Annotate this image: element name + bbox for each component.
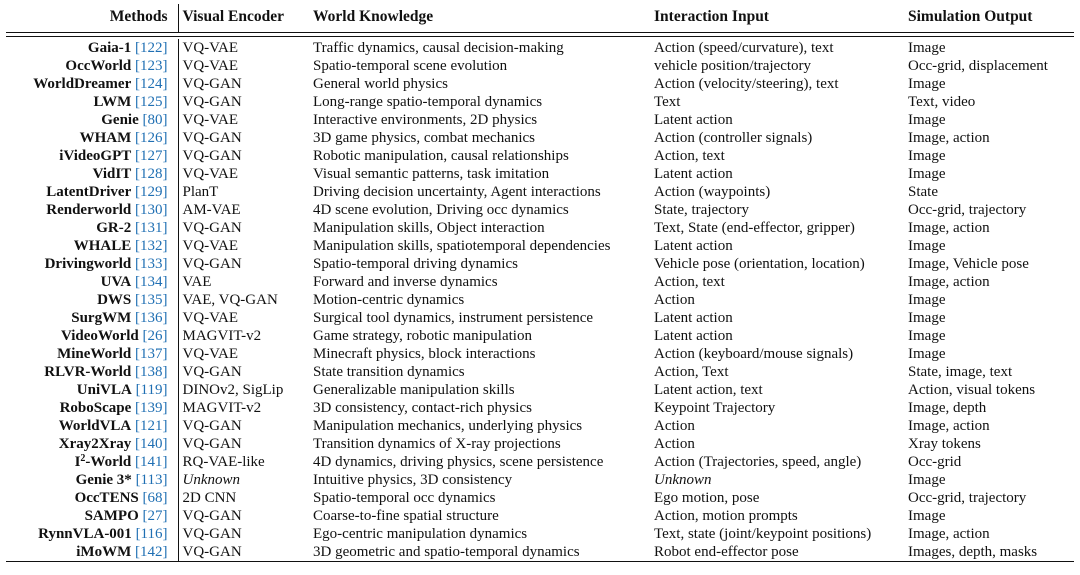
world-knowledge-cell: Transition dynamics of X-ray projections [313, 436, 561, 452]
method-name [61, 328, 139, 344]
world-knowledge-cell: Intuitive physics, 3D consistency [313, 472, 513, 488]
simulation-output-cell: Image [908, 112, 946, 128]
method-name [71, 310, 131, 326]
table-row [6, 57, 1074, 75]
simulation-output-cell: Images, depth, masks [904, 543, 1074, 562]
method-name-text: Gaia-1 [87, 40, 132, 56]
visual-encoder-cell: VQ-VAE [182, 40, 239, 56]
table-row [6, 93, 1074, 111]
visual-encoder-cell: VQ-GAN [178, 543, 309, 562]
method-cell [6, 507, 178, 525]
interaction-input-cell: Action [654, 418, 695, 434]
header-simulation-output: Simulation Output [908, 8, 1033, 25]
citation-ref: [126] [135, 130, 168, 146]
table-row [6, 489, 1074, 507]
visual-encoder-cell: VAE [182, 274, 212, 290]
simulation-output-cell: Image [908, 292, 946, 308]
citation-ref: [127] [135, 148, 168, 164]
method-cell [6, 363, 178, 381]
method-name [59, 418, 132, 434]
method-name-text: OccWorld [65, 58, 132, 74]
citation-ref: [68] [142, 490, 168, 506]
method-name-text: Genie 3* [75, 472, 132, 488]
method-cell [6, 219, 178, 237]
method-name [80, 130, 132, 146]
table-row [6, 291, 1074, 309]
method-name-text: Xray2Xray [58, 436, 132, 452]
method-name [33, 76, 131, 92]
visual-encoder-cell: VQ-GAN [182, 130, 242, 146]
method-name-text: MineWorld [57, 346, 132, 362]
citation-ref: [132] [135, 238, 168, 254]
simulation-output-cell: Occ-grid, trajectory [908, 202, 1027, 218]
method-name [75, 490, 139, 506]
table-row [6, 273, 1074, 291]
method-cell [6, 453, 178, 471]
citation-ref: [141] [135, 454, 168, 470]
table-row [6, 471, 1074, 489]
world-knowledge-cell: Minecraft physics, block interactions [313, 346, 536, 362]
visual-encoder-cell: VQ-VAE [182, 112, 239, 128]
citation-ref: [26] [142, 328, 168, 344]
visual-encoder-cell: VQ-VAE [182, 310, 239, 326]
interaction-input-cell: Ego motion, pose [654, 490, 760, 506]
method-name [93, 166, 132, 182]
interaction-input-cell: Action (controller signals) [654, 130, 813, 146]
simulation-output-cell: Image [908, 166, 946, 182]
interaction-input-cell: Latent action [654, 112, 733, 128]
method-cell [6, 399, 178, 417]
method-cell [6, 147, 178, 165]
visual-encoder-cell: RQ-VAE-like [182, 454, 265, 470]
interaction-input-cell: Action (velocity/steering), text [654, 76, 839, 92]
method-cell [6, 471, 178, 489]
table-row [6, 525, 1074, 543]
table-row [6, 129, 1074, 147]
method-name [60, 400, 132, 416]
simulation-output-cell: Image [908, 472, 946, 488]
simulation-output-cell: Image [908, 238, 946, 254]
world-knowledge-cell: Traffic dynamics, causal decision-making [313, 40, 564, 56]
method-cell [6, 75, 178, 93]
interaction-input-cell: Latent action [654, 166, 733, 182]
method-cell [6, 39, 178, 57]
table-row [6, 345, 1074, 363]
method-name [59, 436, 131, 452]
interaction-input-cell: vehicle position/trajectory [654, 58, 812, 74]
method-cell [6, 183, 178, 201]
header-visual-encoder: Visual Encoder [182, 8, 284, 25]
world-knowledge-cell: 3D consistency, contact-rich physics [313, 400, 532, 416]
method-name [77, 382, 132, 398]
world-knowledge-cell: Coarse-to-fine spatial structure [313, 508, 499, 524]
method-name [85, 508, 139, 524]
citation-ref: [121] [135, 418, 168, 434]
world-knowledge-cell: General world physics [313, 76, 448, 92]
simulation-output-cell: Action, visual tokens [908, 382, 1036, 398]
visual-encoder-cell: VQ-VAE [182, 166, 239, 182]
method-cell [6, 525, 178, 543]
method-name-superscript: 2 [80, 453, 86, 464]
world-knowledge-cell: 3D game physics, combat mechanics [313, 130, 536, 146]
interaction-input-cell: Action, text [654, 274, 725, 290]
table-row [6, 363, 1074, 381]
method-name-text: WHAM [79, 130, 132, 146]
citation-ref: [122] [135, 40, 168, 56]
method-name-text: SAMPO [84, 508, 139, 524]
method-cell [6, 57, 178, 75]
table-body [6, 39, 1074, 562]
method-name-text: WorldDreamer [33, 76, 132, 92]
method-name-text: LWM [93, 94, 132, 110]
citation-ref: [136] [135, 310, 168, 326]
table-row [6, 309, 1074, 327]
simulation-output-cell: Image [908, 346, 946, 362]
citation-ref: [124] [135, 76, 168, 92]
table-row [6, 417, 1074, 435]
method-name [38, 526, 132, 542]
world-knowledge-cell: Surgical tool dynamics, instrument persistence [313, 310, 594, 326]
interaction-input-cell: Text, State (end-effector, gripper) [654, 220, 855, 236]
simulation-output-cell: Image [908, 40, 946, 56]
citation-ref: [123] [135, 58, 168, 74]
method-name [44, 364, 131, 380]
visual-encoder-cell: VQ-GAN [182, 436, 242, 452]
interaction-input-cell: Action, text [654, 148, 725, 164]
simulation-output-cell: Image, action [908, 220, 990, 236]
simulation-output-cell: Image, depth [908, 400, 987, 416]
method-name-text: RoboScape [59, 400, 132, 416]
world-knowledge-cell: 4D dynamics, driving physics, scene persistence [313, 454, 604, 470]
visual-encoder-cell: VQ-GAN [182, 76, 242, 92]
method-cell [6, 381, 178, 399]
citation-ref: [125] [135, 94, 168, 110]
visual-encoder-cell: 2D CNN [182, 490, 237, 506]
method-name-text: Drivingworld [44, 256, 132, 272]
method-name-text: WorldVLA [58, 418, 132, 434]
table-row [6, 237, 1074, 255]
citation-ref: [130] [135, 202, 168, 218]
method-cell [6, 435, 178, 453]
method-cell [6, 291, 178, 309]
world-knowledge-cell: Manipulation skills, spatiotemporal dependencies [313, 238, 611, 254]
table-row [6, 327, 1074, 345]
interaction-input-cell: Unknown [654, 472, 712, 488]
visual-encoder-cell: VQ-GAN [182, 220, 242, 236]
method-cell [6, 129, 178, 147]
interaction-input-cell: Action [654, 292, 695, 308]
simulation-output-cell: Image, action [908, 526, 990, 542]
interaction-input-cell: Action (speed/curvature), text [654, 40, 834, 56]
visual-encoder-cell: VQ-VAE [182, 238, 239, 254]
table-row [6, 507, 1074, 525]
world-model-comparison-table [6, 4, 1074, 562]
method-name [45, 256, 132, 272]
world-knowledge-cell: Visual semantic patterns, task imitation [313, 166, 550, 182]
world-knowledge-cell: Generalizable manipulation skills [313, 382, 515, 398]
method-name-text: RynnVLA-001 [38, 526, 132, 542]
simulation-output-cell: Image, action [908, 274, 990, 290]
table-row [6, 165, 1074, 183]
table-row [6, 453, 1074, 471]
method-name-text: Renderworld [46, 202, 132, 218]
method-name-text: Genie [101, 112, 139, 128]
interaction-input-cell: Latent action [654, 310, 733, 326]
world-knowledge-cell: Forward and inverse dynamics [313, 274, 498, 290]
table-row [6, 183, 1074, 201]
citation-ref: [139] [135, 400, 168, 416]
world-knowledge-cell: 4D scene evolution, Driving occ dynamics [313, 202, 569, 218]
interaction-input-cell: Action [654, 436, 695, 452]
world-knowledge-cell: Manipulation mechanics, underlying physics [313, 418, 583, 434]
method-name-text: DWS [97, 292, 132, 308]
table-row [6, 111, 1074, 129]
method-name-text: I [74, 454, 81, 470]
method-name [93, 94, 131, 110]
method-name-text: VidIT [92, 166, 132, 182]
table-row [6, 543, 1074, 562]
interaction-input-cell: Action (keyboard/mouse signals) [654, 346, 854, 362]
header-row [6, 4, 1074, 33]
visual-encoder-cell: VQ-GAN [182, 256, 242, 272]
method-name [74, 238, 132, 254]
simulation-output-cell: Xray tokens [908, 436, 981, 452]
table-header [6, 4, 1074, 39]
method-name [101, 112, 139, 128]
method-name-text: UniVLA [76, 382, 132, 398]
interaction-input-cell: Latent action [654, 238, 733, 254]
table-row [6, 435, 1074, 453]
method-name-suffix: -World [85, 454, 132, 470]
world-knowledge-cell: 3D geometric and spatio-temporal dynamics [309, 543, 650, 562]
world-knowledge-cell: Spatio-temporal driving dynamics [313, 256, 518, 272]
citation-ref: [138] [135, 364, 168, 380]
method-name [101, 274, 132, 290]
interaction-input-cell: Text, state (joint/keypoint positions) [654, 526, 872, 542]
visual-encoder-cell: VQ-GAN [182, 526, 242, 542]
world-knowledge-cell: Interactive environments, 2D physics [313, 112, 538, 128]
interaction-input-cell: Robot end-effector pose [650, 543, 904, 562]
interaction-input-cell: Action, motion prompts [654, 508, 798, 524]
method-name-text: iVideoGPT [59, 148, 132, 164]
table-row [6, 147, 1074, 165]
visual-encoder-cell: Unknown [182, 472, 240, 488]
method-name [97, 292, 131, 308]
header-interaction-input: Interaction Input [654, 8, 769, 25]
citation-ref: [27] [142, 508, 168, 524]
visual-encoder-cell: MAGVIT-v2 [182, 328, 262, 344]
citation-ref: [80] [142, 112, 168, 128]
method-name [46, 184, 131, 200]
world-knowledge-cell: Game strategy, robotic manipulation [313, 328, 532, 344]
world-knowledge-cell: Driving decision uncertainty, Agent interactions [313, 184, 601, 200]
world-knowledge-cell: Ego-centric manipulation dynamics [313, 526, 528, 542]
table-row [6, 75, 1074, 93]
simulation-output-cell: Image, action [908, 418, 990, 434]
citation-ref: [140] [135, 436, 168, 452]
method-cell [6, 273, 178, 291]
citation-ref: [133] [135, 256, 168, 272]
interaction-input-cell: Keypoint Trajectory [654, 400, 776, 416]
interaction-input-cell: Action (Trajectories, speed, angle) [654, 454, 862, 470]
interaction-input-cell: State, trajectory [654, 202, 749, 218]
simulation-output-cell: Text, video [908, 94, 976, 110]
header-world-knowledge: World Knowledge [313, 8, 434, 25]
table-row [6, 39, 1074, 57]
interaction-input-cell: Vehicle pose (orientation, location) [654, 256, 865, 272]
visual-encoder-cell: AM-VAE [182, 202, 241, 218]
visual-encoder-cell: VQ-GAN [182, 418, 242, 434]
table-row [6, 201, 1074, 219]
method-name [46, 202, 131, 218]
simulation-output-cell: Image [908, 76, 946, 92]
method-name [76, 544, 131, 560]
method-cell [6, 489, 178, 507]
simulation-output-cell: Occ-grid [908, 454, 962, 470]
world-knowledge-cell: State transition dynamics [313, 364, 465, 380]
simulation-output-cell: Occ-grid, trajectory [908, 490, 1027, 506]
method-cell [6, 345, 178, 363]
visual-encoder-cell: VQ-GAN [182, 94, 242, 110]
world-knowledge-cell: Spatio-temporal occ dynamics [313, 490, 496, 506]
visual-encoder-cell: VQ-VAE [182, 58, 239, 74]
method-name [88, 40, 131, 56]
method-name [96, 220, 131, 236]
simulation-output-cell: Image [908, 328, 946, 344]
table-row [6, 255, 1074, 273]
simulation-output-cell: Image [908, 148, 946, 164]
citation-ref: [113] [135, 472, 168, 488]
simulation-output-cell: Occ-grid, displacement [908, 58, 1048, 74]
citation-ref: [119] [135, 382, 168, 398]
method-cell [6, 93, 178, 111]
method-name-text: UVA [100, 274, 132, 290]
method-name-text: LatentDriver [46, 184, 132, 200]
visual-encoder-cell: VAE, VQ-GAN [182, 292, 278, 308]
visual-encoder-cell: PlanT [182, 184, 219, 200]
method-cell [6, 237, 178, 255]
method-name-text: WHALE [73, 238, 132, 254]
simulation-output-cell: State [908, 184, 938, 200]
citation-ref: [134] [135, 274, 168, 290]
citation-ref: [135] [135, 292, 168, 308]
world-knowledge-cell: Spatio-temporal scene evolution [313, 58, 508, 74]
citation-ref: [129] [135, 184, 168, 200]
interaction-input-cell: Latent action [654, 328, 733, 344]
visual-encoder-cell: VQ-GAN [182, 148, 242, 164]
method-cell [6, 417, 178, 435]
citation-ref: [137] [135, 346, 168, 362]
interaction-input-cell: Text [654, 94, 681, 110]
simulation-output-cell: State, image, text [908, 364, 1013, 380]
table-row [6, 399, 1074, 417]
method-cell [6, 111, 178, 129]
simulation-output-cell: Image [908, 310, 946, 326]
method-name-text: iMoWM [76, 544, 132, 560]
interaction-input-cell: Action, Text [654, 364, 729, 380]
method-cell [6, 201, 178, 219]
method-name [76, 472, 132, 488]
simulation-output-cell: Image, action [908, 130, 990, 146]
citation-ref: [142] [135, 544, 168, 560]
method-name-text: RLVR-World [44, 364, 132, 380]
world-knowledge-cell: Manipulation skills, Object interaction [313, 220, 545, 236]
visual-encoder-cell: VQ-VAE [182, 346, 239, 362]
method-name-text: VideoWorld [60, 328, 139, 344]
interaction-input-cell: Action (waypoints) [654, 184, 771, 200]
citation-ref: [116] [135, 526, 168, 542]
visual-encoder-cell: DINOv2, SigLip [182, 382, 284, 398]
world-knowledge-cell: Long-range spatio-temporal dynamics [313, 94, 543, 110]
table-row [6, 219, 1074, 237]
method-cell [6, 309, 178, 327]
citation-ref: [131] [135, 220, 168, 236]
method-name-text: GR-2 [96, 220, 132, 236]
method-cell [6, 255, 178, 273]
visual-encoder-cell: VQ-GAN [182, 364, 242, 380]
simulation-output-cell: Image [908, 508, 946, 524]
method-cell [6, 165, 178, 183]
method-cell [6, 543, 178, 562]
citation-ref: [128] [135, 166, 168, 182]
table-row [6, 381, 1074, 399]
method-name [75, 454, 132, 470]
world-knowledge-cell: Motion-centric dynamics [313, 292, 465, 308]
method-name-text: OccTENS [74, 490, 139, 506]
interaction-input-cell: Latent action, text [654, 382, 763, 398]
method-name [57, 346, 131, 362]
method-name [59, 148, 131, 164]
method-cell [6, 327, 178, 345]
header-methods: Methods [6, 4, 178, 33]
method-name-text: SurgWM [71, 310, 132, 326]
method-name [65, 58, 131, 74]
visual-encoder-cell: MAGVIT-v2 [182, 400, 262, 416]
simulation-output-cell: Image, Vehicle pose [908, 256, 1029, 272]
visual-encoder-cell: VQ-GAN [182, 508, 242, 524]
world-knowledge-cell: Robotic manipulation, causal relationships [313, 148, 569, 164]
